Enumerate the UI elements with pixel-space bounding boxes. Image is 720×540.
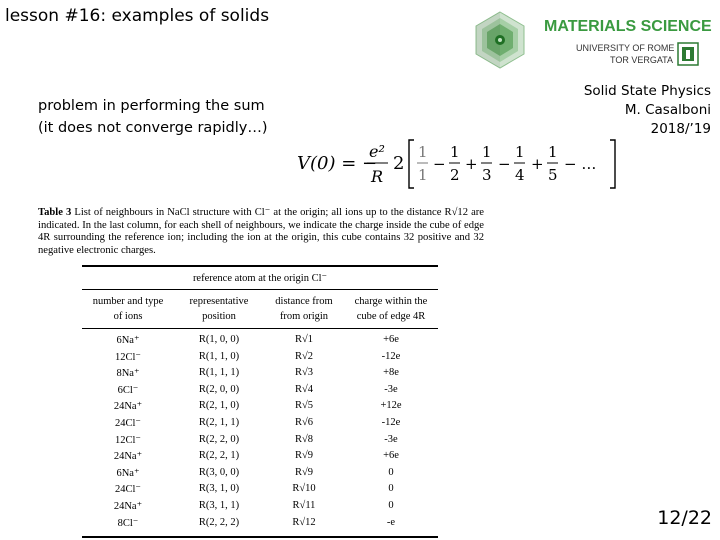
problem-line-2: (it does not converge rapidly…) bbox=[38, 120, 268, 136]
svg-text:−: − bbox=[433, 155, 446, 173]
table-cell-representative-position: R(1, 0, 0) bbox=[198, 334, 240, 345]
table-cell-charge-in-cube: -12e bbox=[381, 350, 401, 362]
table-cell-ion-count-type: 24Cl⁻ bbox=[115, 484, 141, 496]
madelung-formula bbox=[292, 135, 622, 195]
table-cell-charge-in-cube: -3e bbox=[384, 383, 398, 395]
table-cell-representative-position: R(2, 1, 0) bbox=[198, 400, 240, 412]
table-cell-charge-in-cube: 0 bbox=[388, 483, 394, 495]
svg-text:− …: − … bbox=[564, 155, 597, 173]
table-caption bbox=[38, 207, 484, 257]
table-cell-ion-count-type: 24Cl⁻ bbox=[115, 418, 141, 429]
svg-text:−: − bbox=[498, 155, 511, 173]
course-info bbox=[584, 82, 711, 139]
table-cell-charge-in-cube: +8e bbox=[383, 367, 399, 379]
svg-text:4: 4 bbox=[515, 166, 525, 184]
table-cell-representative-position: R(3, 0, 0) bbox=[198, 466, 240, 478]
table-cell-distance-from-origin: R√1 bbox=[294, 334, 314, 345]
table-cell-representative-position: R(2, 2, 0) bbox=[198, 433, 240, 445]
svg-text:1: 1 bbox=[418, 166, 428, 184]
materials-science-logo bbox=[462, 10, 712, 70]
table-cell-distance-from-origin: R√4 bbox=[294, 383, 314, 395]
table-cell-representative-position: R(3, 1, 0) bbox=[198, 483, 240, 495]
table-cell-distance-from-origin: R√6 bbox=[294, 417, 314, 428]
table-cell-representative-position: R(1, 1, 1) bbox=[198, 367, 240, 379]
course-instructor: M. Casalboni bbox=[624, 102, 711, 118]
header-position: representative position bbox=[189, 296, 249, 322]
slide-title: lesson #16: examples of solids bbox=[5, 6, 270, 26]
table-cell-distance-from-origin: R√2 bbox=[294, 350, 314, 362]
page-number: 12/22 bbox=[657, 507, 712, 529]
table-cell-ion-count-type: 24Na⁺ bbox=[113, 501, 143, 512]
table-cell-representative-position: R(3, 1, 1) bbox=[198, 500, 240, 511]
svg-text:+: + bbox=[531, 155, 544, 173]
svg-text:2: 2 bbox=[450, 166, 460, 184]
table-cell-distance-from-origin: R√5 bbox=[294, 400, 314, 412]
table-cell-charge-in-cube: +12e bbox=[380, 400, 402, 412]
logo-title: MATERIALS SCIENCE bbox=[544, 18, 712, 35]
university-shield-icon bbox=[678, 43, 698, 65]
table-cell-charge-in-cube: -3e bbox=[384, 433, 398, 445]
table-cell-representative-position: R(2, 0, 0) bbox=[198, 383, 240, 395]
svg-text:1: 1 bbox=[548, 143, 558, 161]
neighbours-table bbox=[82, 265, 438, 539]
formula-factor: 2 bbox=[393, 153, 405, 174]
formula-lhs: V(0) = − bbox=[297, 153, 378, 174]
svg-text:1: 1 bbox=[482, 143, 492, 161]
table-cell-ion-count-type: 8Na⁺ bbox=[116, 368, 140, 380]
problem-line-1: problem in performing the sum bbox=[38, 98, 265, 114]
table-cell-distance-from-origin: R√8 bbox=[294, 433, 314, 445]
table-cell-ion-count-type: 12Cl⁻ bbox=[115, 351, 141, 363]
table-cell-representative-position: R(1, 1, 0) bbox=[198, 350, 240, 362]
hexagon-logo-icon bbox=[476, 12, 524, 68]
table-cell-ion-count-type: 6Na⁺ bbox=[116, 335, 140, 346]
svg-text:1: 1 bbox=[515, 143, 525, 161]
table-cell-ion-count-type: 12Cl⁻ bbox=[115, 434, 141, 446]
svg-text:1: 1 bbox=[418, 143, 428, 161]
svg-text:3: 3 bbox=[482, 166, 492, 184]
table-cell-ion-count-type: 24Na⁺ bbox=[113, 401, 143, 413]
svg-text:+: + bbox=[465, 155, 478, 173]
table-cell-distance-from-origin: R√11 bbox=[292, 500, 316, 511]
table-cell-representative-position: R(2, 2, 1) bbox=[198, 450, 240, 462]
table-cell-charge-in-cube: +6e bbox=[383, 450, 399, 462]
table-cell-charge-in-cube: 0 bbox=[388, 500, 394, 511]
formula-series bbox=[417, 143, 596, 184]
table-cell-ion-count-type: 6Na⁺ bbox=[116, 467, 140, 479]
logo-line-1: UNIVERSITY OF ROME bbox=[576, 43, 675, 53]
svg-text:1: 1 bbox=[450, 143, 460, 161]
table-cell-distance-from-origin: R√3 bbox=[294, 367, 314, 379]
table-group-header: reference atom at the origin Cl⁻ bbox=[192, 273, 328, 284]
caption-label: Table 3 bbox=[38, 207, 72, 218]
formula-numerator: e² bbox=[369, 142, 385, 161]
table-cell-representative-position: R(2, 2, 2) bbox=[198, 516, 240, 528]
course-name: Solid State Physics bbox=[583, 83, 711, 99]
table-cell-ion-count-type: 8Cl⁻ bbox=[117, 517, 139, 529]
table-cell-distance-from-origin: R√12 bbox=[292, 516, 316, 528]
table-cell-charge-in-cube: +6e bbox=[383, 334, 399, 345]
table-cell-charge-in-cube: -e bbox=[386, 516, 396, 528]
table-cell-ion-count-type: 6Cl⁻ bbox=[117, 384, 139, 396]
table-cell-distance-from-origin: R√10 bbox=[292, 483, 316, 495]
table-cell-ion-count-type: 24Na⁺ bbox=[113, 451, 143, 463]
table-cell-representative-position: R(2, 1, 1) bbox=[198, 417, 240, 428]
table-cell-distance-from-origin: R√9 bbox=[294, 466, 314, 478]
table-cell-charge-in-cube: -12e bbox=[381, 417, 401, 428]
problem-note bbox=[38, 95, 268, 139]
course-year: 2018/’19 bbox=[650, 121, 711, 137]
caption-text: List of neighbours in NaCl structure with Cl⁻ at the origin; all ions up to the distance R√12 are indicated. In the last column, for each shell of neighbours, we indicate the charge inside the cube of edge 4R surrounding the reference ion; including the ion at the origin, this cube contains 32 positive and 32 negative electronic charges. bbox=[38, 207, 484, 256]
table-cell-charge-in-cube: 0 bbox=[388, 466, 394, 478]
formula-denominator: R bbox=[371, 167, 384, 186]
logo-line-2: TOR VERGATA bbox=[610, 55, 674, 65]
header-number-type: number and type of ions bbox=[92, 296, 164, 322]
table-cell-distance-from-origin: R√9 bbox=[294, 450, 314, 462]
header-charge: charge within the cube of edge 4R bbox=[354, 296, 428, 322]
header-distance: distance from from origin bbox=[275, 296, 333, 322]
svg-text:5: 5 bbox=[548, 166, 558, 184]
